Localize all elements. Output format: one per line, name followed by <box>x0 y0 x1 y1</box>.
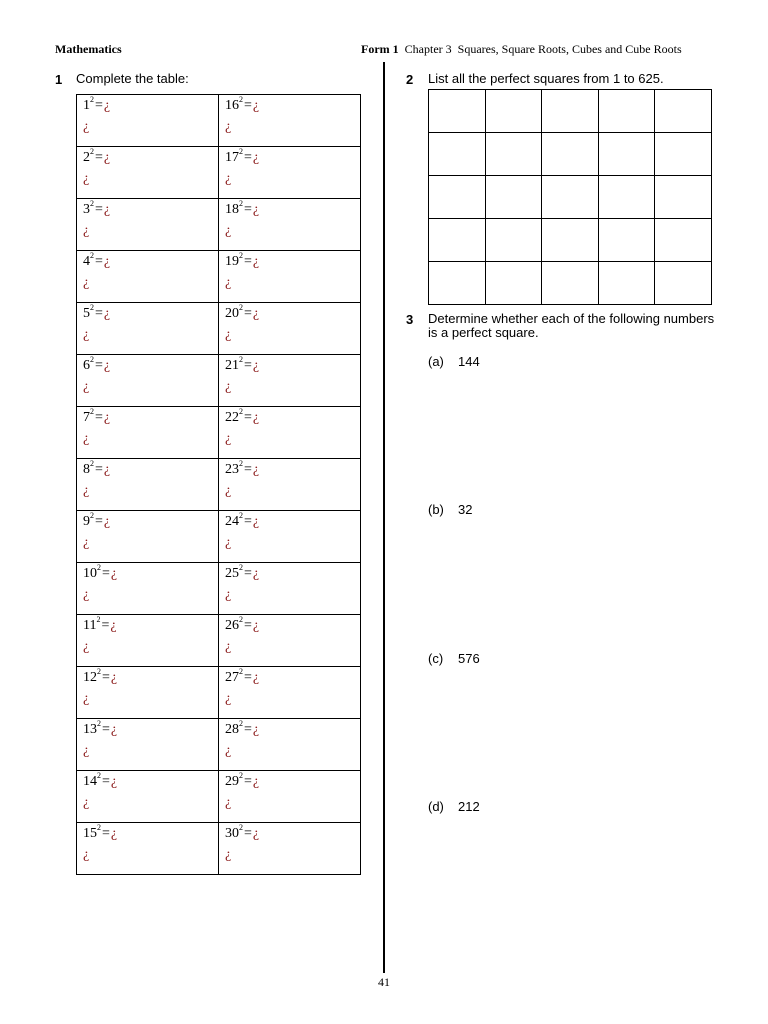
base-number: 24 <box>225 514 239 529</box>
grid-cell[interactable] <box>485 90 542 133</box>
exponent: 2 <box>239 303 243 312</box>
table-row <box>77 459 361 511</box>
table-row <box>77 615 361 667</box>
question-3-part-a <box>428 354 480 369</box>
equals-sign: = <box>244 150 252 165</box>
equals-sign: = <box>244 774 252 789</box>
grid-cell[interactable] <box>598 219 655 262</box>
equals-sign: = <box>95 462 103 477</box>
table-row <box>77 563 361 615</box>
answer-placeholder: ¿ <box>225 743 232 758</box>
answer-placeholder: ¿ <box>103 254 111 269</box>
answer-placeholder: ¿ <box>225 587 232 602</box>
equals-sign: = <box>102 774 110 789</box>
form-label: Form 1 <box>361 42 399 56</box>
grid-cell[interactable] <box>485 133 542 176</box>
equals-sign: = <box>102 670 110 685</box>
table-cell[interactable] <box>77 615 219 667</box>
question-2-number: 2 <box>406 72 414 87</box>
answer-placeholder: ¿ <box>225 795 232 810</box>
table-cell[interactable] <box>219 199 361 251</box>
grid-cell[interactable] <box>655 262 712 305</box>
table-cell[interactable] <box>219 251 361 303</box>
exponent: 2 <box>90 95 94 104</box>
question-3-text <box>428 312 714 340</box>
exponent: 2 <box>90 303 94 312</box>
base-number: 2 <box>83 150 90 165</box>
exponent: 2 <box>239 147 243 156</box>
answer-placeholder: ¿ <box>83 639 90 654</box>
table-row <box>77 407 361 459</box>
part-value: 576 <box>458 651 480 666</box>
answer-placeholder: ¿ <box>83 691 90 706</box>
base-number: 10 <box>83 566 97 581</box>
answer-placeholder: ¿ <box>252 514 260 529</box>
answer-placeholder: ¿ <box>225 171 232 186</box>
answer-placeholder: ¿ <box>103 514 111 529</box>
page-number: 41 <box>378 975 390 989</box>
question-1-number: 1 <box>55 72 63 87</box>
answer-placeholder: ¿ <box>225 379 232 394</box>
grid-cell[interactable] <box>655 133 712 176</box>
answer-placeholder: ¿ <box>83 119 90 134</box>
table-cell[interactable] <box>77 95 219 147</box>
exponent: 2 <box>239 199 243 208</box>
equals-sign: = <box>244 670 252 685</box>
table-cell[interactable] <box>77 303 219 355</box>
answer-placeholder: ¿ <box>252 410 260 425</box>
perfect-squares-grid <box>428 89 712 305</box>
answer-placeholder: ¿ <box>103 150 111 165</box>
question-2-text: List all the perfect squares from 1 to 625. <box>428 71 664 86</box>
table-row <box>77 823 361 875</box>
table-cell[interactable] <box>219 823 361 875</box>
base-number: 29 <box>225 774 239 789</box>
answer-placeholder: ¿ <box>252 462 260 477</box>
table-cell[interactable] <box>77 771 219 823</box>
table-cell[interactable] <box>219 303 361 355</box>
table-row <box>77 303 361 355</box>
part-label: (c) <box>428 651 444 666</box>
equals-sign: = <box>244 306 252 321</box>
equals-sign: = <box>95 254 103 269</box>
table-cell[interactable] <box>77 459 219 511</box>
exponent: 2 <box>90 355 94 364</box>
grid-row <box>429 176 712 219</box>
table-row <box>77 771 361 823</box>
answer-placeholder: ¿ <box>225 691 232 706</box>
base-number: 22 <box>225 410 239 425</box>
table-cell[interactable] <box>219 459 361 511</box>
equals-sign: = <box>244 722 252 737</box>
base-number: 7 <box>83 410 90 425</box>
table-cell[interactable] <box>77 719 219 771</box>
table-cell[interactable] <box>219 147 361 199</box>
exponent: 2 <box>97 563 101 572</box>
base-number: 20 <box>225 306 239 321</box>
base-number: 27 <box>225 670 239 685</box>
exponent: 2 <box>90 199 94 208</box>
equals-sign: = <box>95 150 103 165</box>
table-row <box>77 511 361 563</box>
grid-row <box>429 262 712 305</box>
table-cell[interactable] <box>77 667 219 719</box>
answer-placeholder: ¿ <box>252 202 260 217</box>
part-value: 144 <box>458 354 480 369</box>
exponent: 2 <box>239 667 243 676</box>
answer-placeholder: ¿ <box>103 410 111 425</box>
table-cell[interactable] <box>219 407 361 459</box>
equals-sign: = <box>244 98 252 113</box>
grid-row <box>429 219 712 262</box>
exponent: 2 <box>239 771 243 780</box>
answer-placeholder: ¿ <box>83 379 90 394</box>
grid-cell[interactable] <box>429 90 486 133</box>
grid-cell[interactable] <box>485 262 542 305</box>
answer-placeholder: ¿ <box>225 431 232 446</box>
table-cell[interactable] <box>77 511 219 563</box>
base-number: 26 <box>225 618 239 633</box>
answer-placeholder: ¿ <box>252 774 260 789</box>
exponent: 2 <box>90 147 94 156</box>
answer-placeholder: ¿ <box>225 327 232 342</box>
table-cell[interactable] <box>219 771 361 823</box>
answer-placeholder: ¿ <box>110 826 118 841</box>
answer-placeholder: ¿ <box>252 566 260 581</box>
table-row <box>77 147 361 199</box>
exponent: 2 <box>90 459 94 468</box>
grid-cell[interactable] <box>429 219 486 262</box>
part-label: (d) <box>428 799 444 814</box>
base-number: 15 <box>83 826 97 841</box>
exponent: 2 <box>97 771 101 780</box>
answer-placeholder: ¿ <box>83 587 90 602</box>
answer-placeholder: ¿ <box>252 722 260 737</box>
answer-placeholder: ¿ <box>225 535 232 550</box>
part-value: 32 <box>458 502 473 517</box>
grid-cell[interactable] <box>542 262 599 305</box>
question-3-part-b <box>428 502 472 517</box>
base-number: 6 <box>83 358 90 373</box>
base-number: 21 <box>225 358 239 373</box>
answer-placeholder: ¿ <box>103 358 111 373</box>
exponent: 2 <box>90 511 94 520</box>
answer-placeholder: ¿ <box>252 670 260 685</box>
answer-placeholder: ¿ <box>83 743 90 758</box>
grid-cell[interactable] <box>542 133 599 176</box>
exponent: 2 <box>239 407 243 416</box>
chapter-header <box>361 42 682 57</box>
exponent: 2 <box>239 511 243 520</box>
chapter-label: Chapter 3 <box>404 42 452 56</box>
base-number: 5 <box>83 306 90 321</box>
grid-row <box>429 90 712 133</box>
base-number: 3 <box>83 202 90 217</box>
grid-cell[interactable] <box>655 219 712 262</box>
exponent: 2 <box>96 615 101 624</box>
answer-placeholder: ¿ <box>225 119 232 134</box>
base-number: 25 <box>225 566 239 581</box>
answer-placeholder: ¿ <box>252 618 260 633</box>
answer-placeholder: ¿ <box>252 306 260 321</box>
base-number: 13 <box>83 722 97 737</box>
grid-cell[interactable] <box>429 133 486 176</box>
answer-placeholder: ¿ <box>225 483 232 498</box>
answer-placeholder: ¿ <box>252 826 260 841</box>
base-number: 4 <box>83 254 90 269</box>
grid-cell[interactable] <box>542 176 599 219</box>
base-number: 18 <box>225 202 239 217</box>
table-row <box>77 199 361 251</box>
answer-placeholder: ¿ <box>110 618 117 633</box>
base-number: 8 <box>83 462 90 477</box>
grid-cell[interactable] <box>598 133 655 176</box>
answer-placeholder: ¿ <box>83 847 90 862</box>
table-cell[interactable] <box>77 355 219 407</box>
table-cell[interactable] <box>77 147 219 199</box>
table-cell[interactable] <box>219 511 361 563</box>
equals-sign: = <box>244 462 252 477</box>
answer-placeholder: ¿ <box>252 98 260 113</box>
answer-placeholder: ¿ <box>83 483 90 498</box>
exponent: 2 <box>239 355 243 364</box>
table-cell[interactable] <box>219 95 361 147</box>
grid-cell[interactable] <box>542 219 599 262</box>
base-number: 28 <box>225 722 239 737</box>
answer-placeholder: ¿ <box>110 566 118 581</box>
exponent: 2 <box>239 563 243 572</box>
answer-placeholder: ¿ <box>225 275 232 290</box>
question-3-text-line1: Determine whether each of the following numbers <box>428 311 715 326</box>
grid-row <box>429 133 712 176</box>
question-3-number: 3 <box>406 312 414 327</box>
equals-sign: = <box>102 826 110 841</box>
equals-sign: = <box>244 566 252 581</box>
part-label: (b) <box>428 502 444 517</box>
equals-sign: = <box>102 722 110 737</box>
table-cell[interactable] <box>219 355 361 407</box>
equals-sign: = <box>95 306 103 321</box>
exponent: 2 <box>90 407 94 416</box>
equals-sign: = <box>95 202 103 217</box>
table-cell[interactable] <box>219 615 361 667</box>
base-number: 1 <box>83 98 90 113</box>
part-value: 212 <box>458 799 480 814</box>
part-label: (a) <box>428 354 444 369</box>
answer-placeholder: ¿ <box>225 223 232 238</box>
grid-cell[interactable] <box>655 90 712 133</box>
exponent: 2 <box>239 251 243 260</box>
grid-cell[interactable] <box>598 176 655 219</box>
grid-cell[interactable] <box>429 262 486 305</box>
equals-sign: = <box>244 826 252 841</box>
answer-placeholder: ¿ <box>225 639 232 654</box>
answer-placeholder: ¿ <box>252 254 260 269</box>
table-row <box>77 251 361 303</box>
answer-placeholder: ¿ <box>83 431 90 446</box>
question-1-text: Complete the table: <box>76 71 189 86</box>
answer-placeholder: ¿ <box>103 462 111 477</box>
answer-placeholder: ¿ <box>103 202 111 217</box>
base-number: 19 <box>225 254 239 269</box>
base-number: 12 <box>83 670 97 685</box>
subject-title: Mathematics <box>55 42 122 56</box>
grid-cell[interactable] <box>598 90 655 133</box>
answer-placeholder: ¿ <box>110 722 118 737</box>
answer-placeholder: ¿ <box>83 275 90 290</box>
equals-sign: = <box>244 514 252 529</box>
exponent: 2 <box>239 719 243 728</box>
answer-placeholder: ¿ <box>83 327 90 342</box>
grid-cell[interactable] <box>542 90 599 133</box>
grid-cell[interactable] <box>485 176 542 219</box>
answer-placeholder: ¿ <box>110 774 118 789</box>
equals-sign: = <box>244 358 252 373</box>
answer-placeholder: ¿ <box>83 171 90 186</box>
equals-sign: = <box>101 618 110 633</box>
base-number: 9 <box>83 514 90 529</box>
exponent: 2 <box>97 823 101 832</box>
grid-cell[interactable] <box>485 219 542 262</box>
answer-placeholder: ¿ <box>252 358 260 373</box>
answer-placeholder: ¿ <box>110 670 118 685</box>
question-3-text-line2: is a perfect square. <box>428 325 539 340</box>
exponent: 2 <box>97 667 101 676</box>
answer-placeholder: ¿ <box>83 535 90 550</box>
base-number: 16 <box>225 98 239 113</box>
base-number: 14 <box>83 774 97 789</box>
answer-placeholder: ¿ <box>103 98 111 113</box>
grid-cell[interactable] <box>655 176 712 219</box>
table-cell[interactable] <box>77 199 219 251</box>
table-cell[interactable] <box>77 407 219 459</box>
grid-cell[interactable] <box>429 176 486 219</box>
table-cell[interactable] <box>77 823 219 875</box>
base-number: 11 <box>83 618 97 633</box>
equals-sign: = <box>244 618 252 633</box>
equals-sign: = <box>244 410 252 425</box>
question-3-part-d <box>428 799 480 814</box>
chapter-title: Squares, Square Roots, Cubes and Cube Roots <box>457 42 682 56</box>
equals-sign: = <box>244 254 252 269</box>
table-row <box>77 719 361 771</box>
equals-sign: = <box>95 410 103 425</box>
equals-sign: = <box>95 98 103 113</box>
exponent: 2 <box>239 95 243 104</box>
equals-sign: = <box>95 358 103 373</box>
table-cell[interactable] <box>219 667 361 719</box>
exponent: 2 <box>239 615 243 624</box>
answer-placeholder: ¿ <box>252 150 260 165</box>
grid-cell[interactable] <box>598 262 655 305</box>
equals-sign: = <box>102 566 110 581</box>
table-row <box>77 355 361 407</box>
squares-table <box>76 94 361 875</box>
exponent: 2 <box>97 719 101 728</box>
answer-placeholder: ¿ <box>83 795 90 810</box>
table-row <box>77 667 361 719</box>
exponent: 2 <box>239 823 243 832</box>
base-number: 23 <box>225 462 239 477</box>
table-cell[interactable] <box>219 563 361 615</box>
table-row <box>77 95 361 147</box>
question-3-part-c <box>428 651 480 666</box>
equals-sign: = <box>95 514 103 529</box>
answer-placeholder: ¿ <box>225 847 232 862</box>
table-cell[interactable] <box>77 251 219 303</box>
column-divider <box>383 62 385 973</box>
exponent: 2 <box>239 459 243 468</box>
exponent: 2 <box>90 251 94 260</box>
answer-placeholder: ¿ <box>83 223 90 238</box>
table-cell[interactable] <box>219 719 361 771</box>
equals-sign: = <box>244 202 252 217</box>
base-number: 30 <box>225 826 239 841</box>
base-number: 17 <box>225 150 239 165</box>
table-cell[interactable] <box>77 563 219 615</box>
answer-placeholder: ¿ <box>103 306 111 321</box>
